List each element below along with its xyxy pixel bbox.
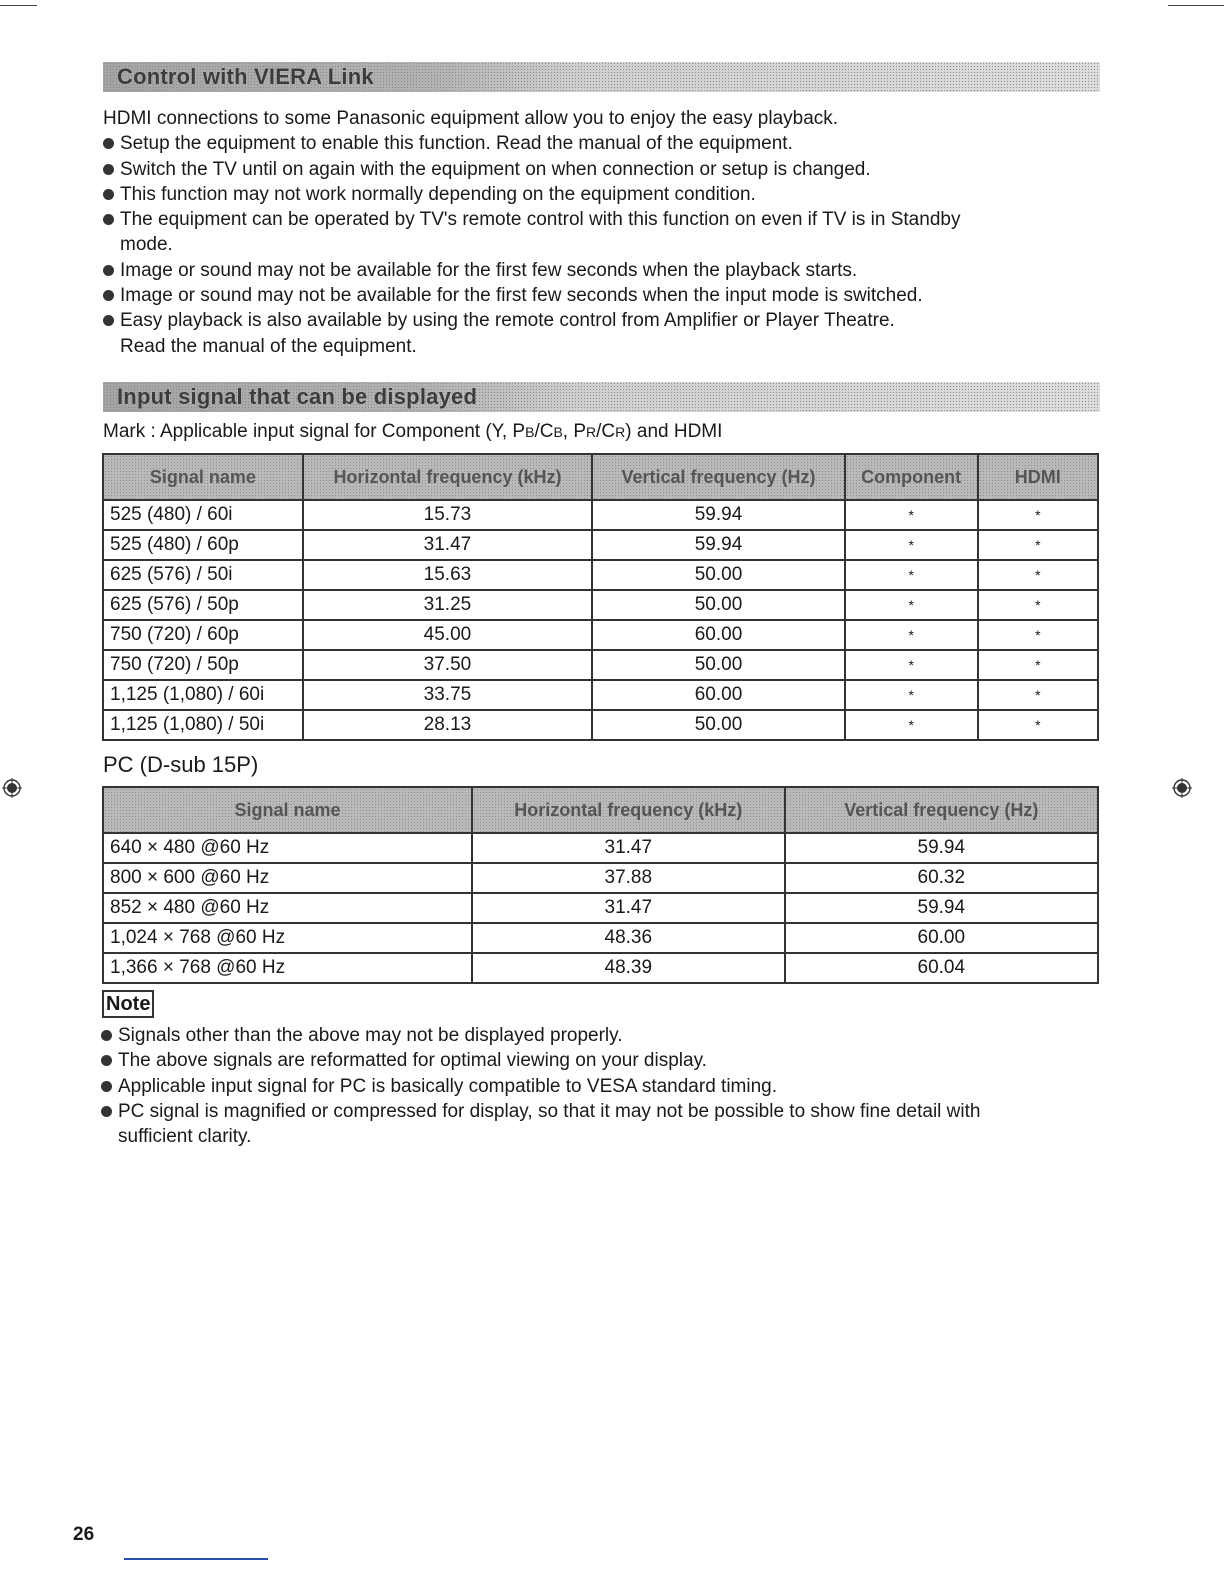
bullet-dot-icon [103, 214, 114, 225]
bullet-dot-icon [103, 290, 114, 301]
viera-body [103, 106, 960, 359]
bullet-dot-icon [103, 315, 114, 326]
mark-legend [103, 421, 722, 443]
table-cell: 28.13 [303, 710, 593, 740]
mark-legend-part: ) and HDMI [625, 421, 723, 442]
bullet-text: Easy playback is also available by using the remote control from Amplifier or Player Theatre. [120, 310, 895, 332]
table-cell: 1,024 × 768 @60 Hz [103, 923, 472, 953]
table-cell: 59.94 [785, 833, 1098, 863]
crop-mark-top-right [1168, 5, 1224, 6]
bullet-text: Switch the TV until on again with the equipment on when connection or setup is changed. [120, 158, 871, 180]
table-row [103, 620, 1098, 650]
bullet-text: Signals other than the above may not be displayed properly. [118, 1025, 623, 1046]
table-row [103, 680, 1098, 710]
column-header: Component [845, 454, 978, 500]
table-cell: 15.63 [303, 560, 593, 590]
bullet-text: Image or sound may not be available for the first few seconds when the input mode is switched. [120, 285, 923, 307]
column-header: Horizontal frequency (kHz) [472, 787, 785, 833]
table-row [103, 923, 1098, 953]
bullet-dot-icon [103, 189, 114, 200]
input-signal-heading: Input signal that can be displayed [117, 384, 478, 409]
table-row [103, 500, 1098, 530]
viera-intro: HDMI connections to some Panasonic equipment allow you to enjoy the easy playback. [103, 108, 839, 129]
table-cell: 50.00 [592, 650, 845, 680]
table-header-row [103, 787, 1098, 833]
note-bullet [101, 1048, 980, 1073]
table-cell: 48.36 [472, 923, 785, 953]
table-cell: * [845, 710, 978, 740]
bullet-dot-icon [103, 138, 114, 149]
bullet-dot-icon [101, 1106, 112, 1117]
mark-legend-part: R [586, 424, 597, 440]
bullet-text: The equipment can be operated by TV's remote control with this function on even if TV is in Standby [120, 209, 961, 231]
table-cell: * [978, 500, 1098, 530]
mark-legend-part: Mark : Applicable input signal for Component (Y, P [103, 421, 526, 442]
table-row [103, 833, 1098, 863]
table-header-row [103, 454, 1098, 500]
table-row [103, 590, 1098, 620]
viera-bullet [103, 131, 960, 156]
table-cell: 60.00 [785, 923, 1098, 953]
table-cell: * [978, 650, 1098, 680]
column-header: HDMI [978, 454, 1098, 500]
table-row [103, 953, 1098, 983]
table-cell: * [845, 500, 978, 530]
table-row [103, 530, 1098, 560]
mark-legend-part: R [615, 424, 626, 440]
page-number: 26 [73, 1524, 95, 1545]
viera-heading: Control with VIERA Link [117, 64, 374, 89]
table-cell: 37.50 [303, 650, 593, 680]
table-row [103, 650, 1098, 680]
table-cell: * [845, 560, 978, 590]
bullet-dot-icon [103, 265, 114, 276]
bullet-dot-icon [101, 1055, 112, 1066]
note-bullet [101, 1099, 980, 1150]
crop-mark-top-left [0, 5, 37, 6]
table-cell: * [978, 560, 1098, 590]
table-row [103, 560, 1098, 590]
table-cell: * [978, 680, 1098, 710]
bottom-rule [124, 1558, 268, 1560]
bullet-text: This function may not work normally depending on the equipment condition. [120, 183, 756, 205]
table-cell: 852 × 480 @60 Hz [103, 893, 472, 923]
table-cell: 15.73 [303, 500, 593, 530]
table-cell: * [845, 650, 978, 680]
bullet-text: Setup the equipment to enable this function. Read the manual of the equipment. [120, 133, 793, 155]
table-cell: 59.94 [592, 530, 845, 560]
viera-bullet [103, 258, 960, 283]
pc-section-label: PC (D-sub 15P) [103, 752, 259, 777]
bullet-dot-icon [101, 1030, 112, 1041]
column-header: Signal name [103, 454, 303, 500]
table-cell: 50.00 [592, 590, 845, 620]
table-cell: 625 (576) / 50i [103, 560, 303, 590]
viera-bullet [103, 308, 960, 359]
column-header: Horizontal frequency (kHz) [303, 454, 593, 500]
table-cell: 48.39 [472, 953, 785, 983]
table-cell: * [845, 590, 978, 620]
note-label: Note [102, 990, 154, 1018]
table-cell: 59.94 [785, 893, 1098, 923]
table-cell: * [978, 620, 1098, 650]
mark-legend-part: B [553, 424, 563, 440]
table-cell: 31.25 [303, 590, 593, 620]
bullet-text: mode. [120, 234, 173, 256]
column-header: Vertical frequency (Hz) [785, 787, 1098, 833]
table-cell: 31.47 [303, 530, 593, 560]
table-row [103, 863, 1098, 893]
column-header: Vertical frequency (Hz) [592, 454, 845, 500]
mark-legend-part: /C [596, 421, 616, 442]
table-cell: 60.04 [785, 953, 1098, 983]
mark-legend-part: /C [534, 421, 554, 442]
mark-legend-part: B [525, 424, 535, 440]
table-cell: 33.75 [303, 680, 593, 710]
table-cell: 750 (720) / 50p [103, 650, 303, 680]
table-cell: 31.47 [472, 893, 785, 923]
table-cell: * [845, 680, 978, 710]
table-cell: 525 (480) / 60p [103, 530, 303, 560]
column-header: Signal name [103, 787, 472, 833]
registration-mark-icon [2, 778, 22, 798]
bullet-text: sufficient clarity. [118, 1126, 252, 1148]
table-cell: 800 × 600 @60 Hz [103, 863, 472, 893]
bullet-text: Applicable input signal for PC is basically compatible to VESA standard timing. [118, 1075, 778, 1097]
table-cell: 60.00 [592, 620, 845, 650]
bullet-text: Image or sound may not be available for the first few seconds when the playback starts. [120, 259, 858, 281]
table-cell: 525 (480) / 60i [103, 500, 303, 530]
table-cell: 640 × 480 @60 Hz [103, 833, 472, 863]
table-cell: 50.00 [592, 710, 845, 740]
note-bullet [101, 1023, 980, 1048]
note-body [101, 1023, 980, 1149]
table-cell: 1,366 × 768 @60 Hz [103, 953, 472, 983]
table-cell: * [845, 620, 978, 650]
table-cell: 60.00 [592, 680, 845, 710]
table-row [103, 710, 1098, 740]
input-signal-table [102, 453, 1099, 741]
viera-heading-bar [103, 62, 1100, 92]
bullet-text: PC signal is magnified or compressed for display, so that it may not be possible to show fine detail with [118, 1100, 981, 1122]
table-cell: 59.94 [592, 500, 845, 530]
table-cell: 50.00 [592, 560, 845, 590]
table-cell: 1,125 (1,080) / 50i [103, 710, 303, 740]
registration-mark-icon [1172, 778, 1192, 798]
note-bullet [101, 1074, 980, 1099]
table-cell: 45.00 [303, 620, 593, 650]
viera-bullet [103, 182, 960, 207]
bullet-text: Read the manual of the equipment. [120, 335, 417, 357]
table-cell: 37.88 [472, 863, 785, 893]
bullet-dot-icon [101, 1081, 112, 1092]
table-cell: * [978, 710, 1098, 740]
viera-bullet [103, 157, 960, 182]
table-cell: * [978, 530, 1098, 560]
input-signal-heading-bar [103, 382, 1100, 412]
bullet-dot-icon [103, 164, 114, 175]
table-cell: 750 (720) / 60p [103, 620, 303, 650]
mark-legend-part: , P [562, 421, 587, 442]
table-cell: * [845, 530, 978, 560]
table-cell: 31.47 [472, 833, 785, 863]
table-row [103, 893, 1098, 923]
table-cell: 625 (576) / 50p [103, 590, 303, 620]
pc-signal-table [102, 786, 1099, 984]
viera-bullet [103, 207, 960, 258]
table-cell: 60.32 [785, 863, 1098, 893]
table-cell: * [978, 590, 1098, 620]
table-cell: 1,125 (1,080) / 60i [103, 680, 303, 710]
viera-bullet [103, 283, 960, 308]
bullet-text: The above signals are reformatted for optimal viewing on your display. [118, 1050, 707, 1072]
